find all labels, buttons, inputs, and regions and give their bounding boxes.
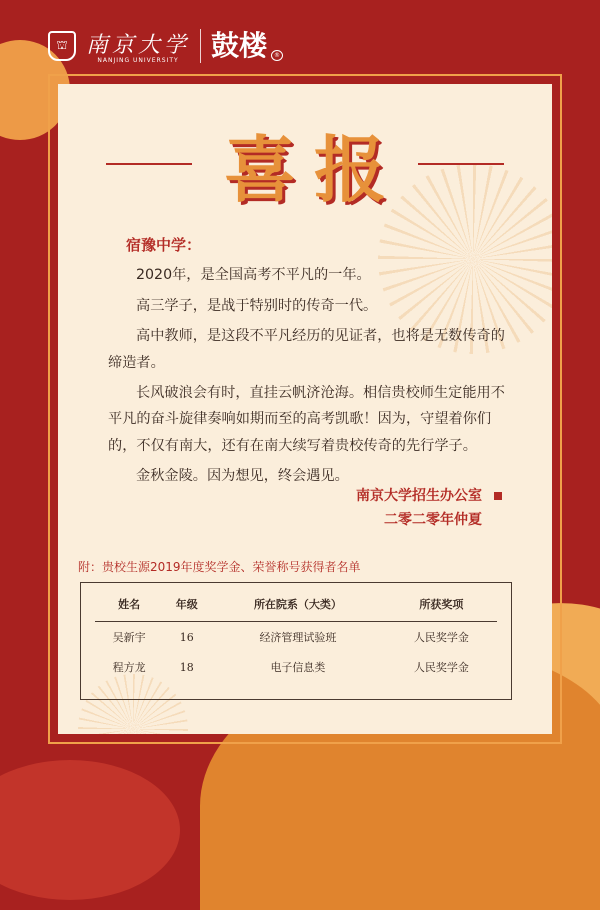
header-divider <box>200 29 201 63</box>
table-cell: 经济管理试验班 <box>259 631 337 644</box>
brand-logo: 鼓楼 <box>211 29 268 62</box>
letter-paragraph: 长风破浪会有时，直挂云帆济沧海。相信贵校师生定能用不平凡的奋斗旋律奏响如期而至的高考凯歌！因为，守望着你们的，不仅有南大，还有在南大续写着贵校传奇的先行学子。 <box>108 385 505 454</box>
appendix-title: 附：贵校生源2019年度奖学金、荣誉称号获得者名单 <box>78 560 361 574</box>
table-cell: 电子信息类 <box>270 661 326 674</box>
awards-table-box <box>80 582 512 700</box>
table-cell: 人民奖学金 <box>413 661 469 674</box>
letter-paragraph: 金秋金陵。因为想见，终会遇见。 <box>136 468 349 485</box>
table-header-row <box>95 587 497 622</box>
table-cell: 16 <box>179 630 194 644</box>
table-cell: 人民奖学金 <box>413 631 469 644</box>
letter-paragraph: 高中教师，是这段不平凡经历的见证者，也将是无数传奇的缔造者。 <box>108 328 505 371</box>
column-header: 年级 <box>163 587 210 622</box>
university-emblem-icon: ⛫ <box>48 31 76 61</box>
table-cell: 吴新宇 <box>112 631 146 644</box>
signature-date: 二零二零年仲夏 <box>384 512 482 528</box>
header <box>48 24 283 68</box>
decor-blob-bottom-left <box>0 760 180 900</box>
salutation: 宿豫中学： <box>126 236 202 254</box>
table-row <box>95 652 497 682</box>
column-header: 所获奖项 <box>386 587 497 622</box>
page-title: 喜报 <box>223 127 404 212</box>
signature-block <box>356 484 502 532</box>
table-row <box>95 622 497 653</box>
university-name-en: NANJING UNIVERSITY <box>97 57 179 64</box>
column-header: 所在院系（大类） <box>210 587 386 622</box>
university-logo <box>86 28 190 64</box>
title-line-right <box>418 163 504 165</box>
letter-body <box>108 232 518 494</box>
announcement-card <box>58 84 552 734</box>
table-cell: 程方龙 <box>112 661 146 674</box>
brand-registered-mark: ® <box>271 50 283 61</box>
letter-paragraph: 2020年，是全国高考不平凡的一年。 <box>136 267 371 284</box>
table-cell: 18 <box>179 660 194 674</box>
title-row <box>58 124 552 212</box>
signature-office: 南京大学招生办公室 <box>356 488 482 504</box>
title-line-left <box>106 163 192 165</box>
awards-table <box>95 587 497 682</box>
letter-paragraph: 高三学子，是战于特别时的传奇一代。 <box>136 297 378 314</box>
signature-square-icon <box>494 492 502 500</box>
column-header: 姓名 <box>95 587 163 622</box>
university-name-cn: 南京大学 <box>86 33 191 58</box>
